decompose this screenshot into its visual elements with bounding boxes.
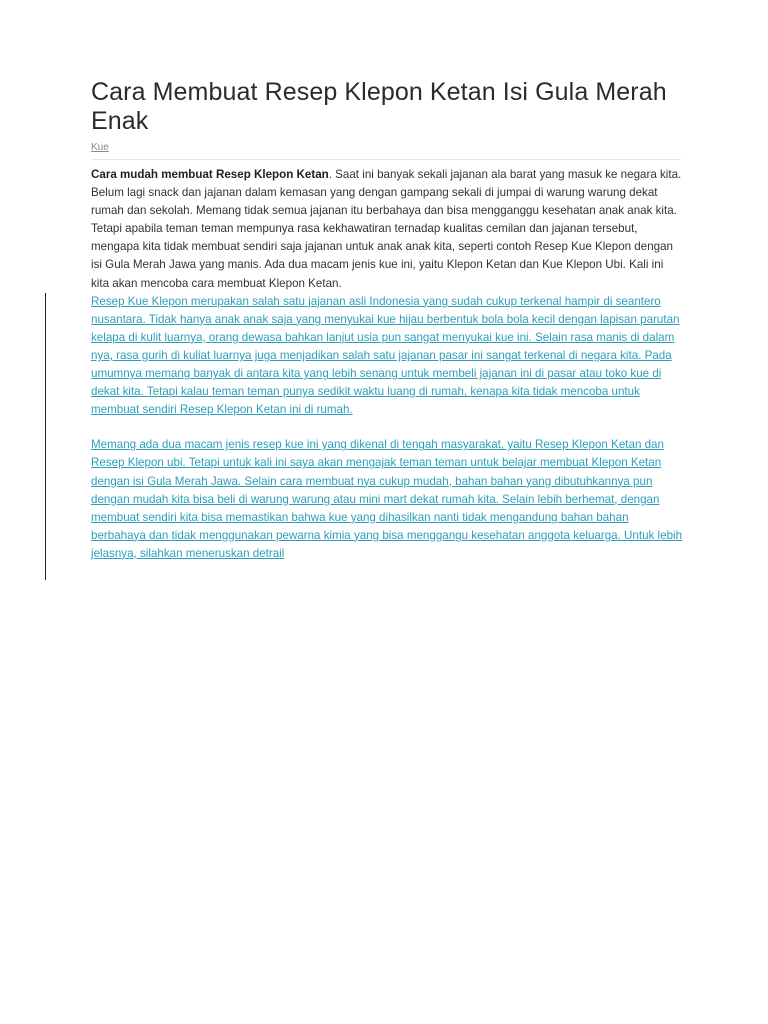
margin-rule (45, 293, 46, 580)
link-paragraph-2[interactable]: Memang ada dua macam jenis resep kue ini yang dikenal di tengah masyarakat, yaitu Resep Klepon Ketan dan Resep Klepon ubi. Tetapi untuk kali ini saya akan mengajak teman teman untuk belajar membuat Klepon Ketan dengan isi Gula Merah Jawa. Selain cara membuat nya cukup mudah, bahan bahan yang dibutuhkannya pun dengan mudah kita bisa beli di warung warung atau mini mart dekat rumah kita. Selain lebih berhemat, dengan membuat sendiri kita bisa memastikan bahwa kue yang dihasilkan nanti tidak mengandung bahan bahan berbahaya dan tidak menggunakan pewarna kimia yang bisa menggangu kesehatan anggota keluarga. Untuk lebih jelasnya, silahkan meneruskan detrail (91, 438, 683, 560)
post-category-row (91, 137, 681, 160)
intro-bold-lead: Cara mudah membuat Resep Klepon Ketan (91, 168, 329, 181)
intro-body-text: . Saat ini banyak sekali jajanan ala barat yang masuk ke negara kita. Belum lagi snack dan jajanan dalam kemasan yang dengan gampang sekali di jumpai di warung warung dekat rumah dan sekolah. Memang tidak semua jajanan itu berbahaya dan bisa mengganggu kesehatan anak anak kita. Tetapi apabila teman teman mempunya rasa kekhawatiran ternadap kualitas cemilan dan jajanan tersebut, mengapa kita tidak membuat sendiri saja jajanan untuk anak anak kita, seperti contoh Resep Kue Klepon dengan isi Gula Merah Jawa yang manis. Ada dua macam jenis kue ini, yaitu Klepon Ketan dan Kue Klepon Ubi. Kali ini kita akan mencoba cara membuat Klepon Ketan. (91, 168, 682, 290)
link-paragraph-1[interactable]: Resep Kue Klepon merupakan salah satu jajanan asli Indonesia yang sudah cukup terkenal hampir di seantero nusantara. Tidak hanya anak anak saja yang menyukai kue hijau berbentuk bola bola kecil dengan lapisan parutan kelapa di kulit luarnya, orang dewasa bahkan lanjut usia pun sangat menyukai kue ini. Selain rasa manis di dalam nya, rasa gurih di kuliat luarnya juga menjadikan salah satu jajanan pasar ini sangat terkenal di negara kita. Pada umumnya memang banyak di antara kita yang lebih senang untuk membeli jajanan ini di pasar atau toko kue di dekat kita. Tetapi kalau teman teman punya sedikit waktu luang di rumah, kenapa kita tidak mencoba untuk membuat sendiri Resep Klepon Ketan ini di rumah. (91, 294, 680, 417)
category-link[interactable]: Kue (91, 142, 109, 153)
intro-paragraph (91, 166, 683, 293)
post-container (91, 78, 681, 563)
post-title: Cara Membuat Resep Klepon Ketan Isi Gula Merah Enak (91, 78, 667, 135)
